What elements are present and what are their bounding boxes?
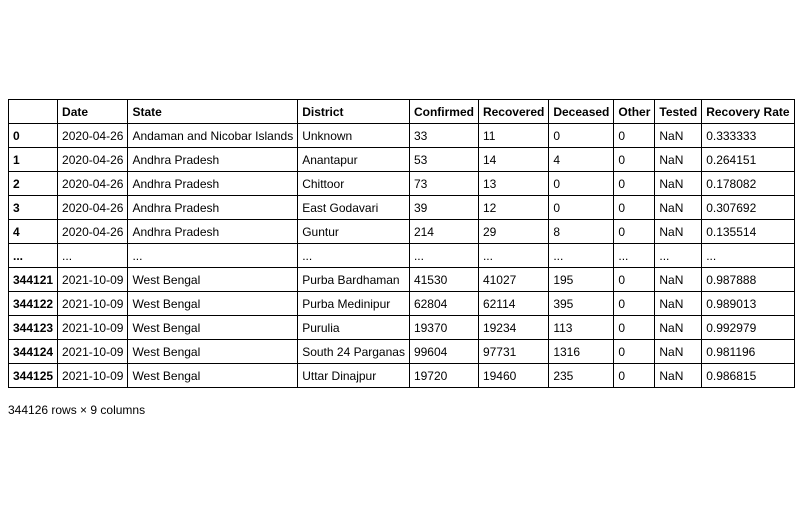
date-cell: 2021-10-09 [58,316,128,340]
date-cell: 2020-04-26 [58,148,128,172]
recovered-cell: ... [478,244,548,268]
confirmed-cell: 62804 [409,292,478,316]
row-index: 344122 [9,292,58,316]
other-cell: 0 [614,364,655,388]
confirmed-cell: 33 [409,124,478,148]
confirmed-cell: 53 [409,148,478,172]
confirmed-cell: ... [409,244,478,268]
other-cell: 0 [614,316,655,340]
state-cell: Andaman and Nicobar Islands [128,124,298,148]
state-cell: Andhra Pradesh [128,220,298,244]
tested-cell: NaN [655,196,702,220]
recovered-cell: 41027 [478,268,548,292]
row-index: 4 [9,220,58,244]
tested-cell: NaN [655,340,702,364]
table-row [9,220,795,244]
confirmed-cell: 214 [409,220,478,244]
tested-cell: NaN [655,364,702,388]
state-cell: West Bengal [128,316,298,340]
table-row [9,148,795,172]
deceased-cell: 4 [549,148,614,172]
row-index: 344121 [9,268,58,292]
state-cell: Andhra Pradesh [128,148,298,172]
recovery-rate-cell: 0.986815 [702,364,794,388]
recovery-rate-cell: 0.307692 [702,196,794,220]
district-cell: South 24 Parganas [298,340,410,364]
state-cell: West Bengal [128,364,298,388]
recovered-cell: 29 [478,220,548,244]
table-row [9,172,795,196]
recovered-cell: 14 [478,148,548,172]
district-cell: Purulia [298,316,410,340]
date-cell: 2021-10-09 [58,364,128,388]
deceased-cell: 0 [549,172,614,196]
district-cell: Uttar Dinajpur [298,364,410,388]
shape-summary: 344126 rows × 9 columns [8,403,146,417]
other-cell: 0 [614,268,655,292]
row-index: 2 [9,172,58,196]
state-cell: Andhra Pradesh [128,196,298,220]
deceased-cell: ... [549,244,614,268]
column-header-recovered: Recovered [478,100,548,124]
recovery-rate-cell: 0.992979 [702,316,794,340]
district-cell: Unknown [298,124,410,148]
index-header [9,100,58,124]
table-row [9,196,795,220]
table-body [9,124,795,388]
district-cell: Chittoor [298,172,410,196]
district-cell: Purba Medinipur [298,292,410,316]
confirmed-cell: 39 [409,196,478,220]
row-index: 0 [9,124,58,148]
tested-cell: NaN [655,268,702,292]
recovery-rate-cell: 0.264151 [702,148,794,172]
recovery-rate-cell: 0.135514 [702,220,794,244]
date-cell: 2020-04-26 [58,196,128,220]
deceased-cell: 1316 [549,340,614,364]
recovered-cell: 11 [478,124,548,148]
tested-cell: ... [655,244,702,268]
date-cell: 2021-10-09 [58,268,128,292]
table-row [9,268,795,292]
dataframe-output [8,99,795,388]
confirmed-cell: 41530 [409,268,478,292]
date-cell: 2021-10-09 [58,292,128,316]
recovery-rate-cell: 0.989013 [702,292,794,316]
tested-cell: NaN [655,124,702,148]
deceased-cell: 195 [549,268,614,292]
district-cell: Guntur [298,220,410,244]
recovered-cell: 12 [478,196,548,220]
date-cell: 2020-04-26 [58,124,128,148]
row-index: ... [9,244,58,268]
state-cell: West Bengal [128,292,298,316]
row-index: 344123 [9,316,58,340]
row-index: 3 [9,196,58,220]
row-index: 344125 [9,364,58,388]
tested-cell: NaN [655,220,702,244]
deceased-cell: 0 [549,124,614,148]
recovery-rate-cell: 0.178082 [702,172,794,196]
date-cell: 2020-04-26 [58,220,128,244]
table-row [9,244,795,268]
other-cell: 0 [614,340,655,364]
recovery-rate-cell: 0.981196 [702,340,794,364]
district-cell: Anantapur [298,148,410,172]
recovery-rate-cell: 0.987888 [702,268,794,292]
other-cell: 0 [614,148,655,172]
recovered-cell: 62114 [478,292,548,316]
recovered-cell: 19234 [478,316,548,340]
date-cell: 2021-10-09 [58,340,128,364]
table-row [9,316,795,340]
recovered-cell: 13 [478,172,548,196]
state-cell: West Bengal [128,340,298,364]
district-cell: ... [298,244,410,268]
other-cell: 0 [614,220,655,244]
column-header-date: Date [58,100,128,124]
deceased-cell: 113 [549,316,614,340]
row-index: 1 [9,148,58,172]
column-header-deceased: Deceased [549,100,614,124]
table-row [9,364,795,388]
column-header-confirmed: Confirmed [409,100,478,124]
column-header-other: Other [614,100,655,124]
state-cell: ... [128,244,298,268]
deceased-cell: 235 [549,364,614,388]
tested-cell: NaN [655,316,702,340]
recovered-cell: 19460 [478,364,548,388]
other-cell: 0 [614,172,655,196]
other-cell: 0 [614,124,655,148]
table-row [9,292,795,316]
header-row [9,100,795,124]
column-header-recovery-rate: Recovery Rate [702,100,794,124]
state-cell: West Bengal [128,268,298,292]
state-cell: Andhra Pradesh [128,172,298,196]
row-index: 344124 [9,340,58,364]
deceased-cell: 8 [549,220,614,244]
confirmed-cell: 19370 [409,316,478,340]
district-cell: Purba Bardhaman [298,268,410,292]
table-row [9,124,795,148]
confirmed-cell: 99604 [409,340,478,364]
date-cell: ... [58,244,128,268]
other-cell: 0 [614,292,655,316]
table-row [9,340,795,364]
confirmed-cell: 19720 [409,364,478,388]
deceased-cell: 395 [549,292,614,316]
recovery-rate-cell: ... [702,244,794,268]
confirmed-cell: 73 [409,172,478,196]
tested-cell: NaN [655,292,702,316]
other-cell: 0 [614,196,655,220]
other-cell: ... [614,244,655,268]
recovered-cell: 97731 [478,340,548,364]
dataframe-table [8,99,795,388]
column-header-state: State [128,100,298,124]
recovery-rate-cell: 0.333333 [702,124,794,148]
tested-cell: NaN [655,172,702,196]
district-cell: East Godavari [298,196,410,220]
column-header-tested: Tested [655,100,702,124]
deceased-cell: 0 [549,196,614,220]
date-cell: 2020-04-26 [58,172,128,196]
column-header-district: District [298,100,410,124]
tested-cell: NaN [655,148,702,172]
